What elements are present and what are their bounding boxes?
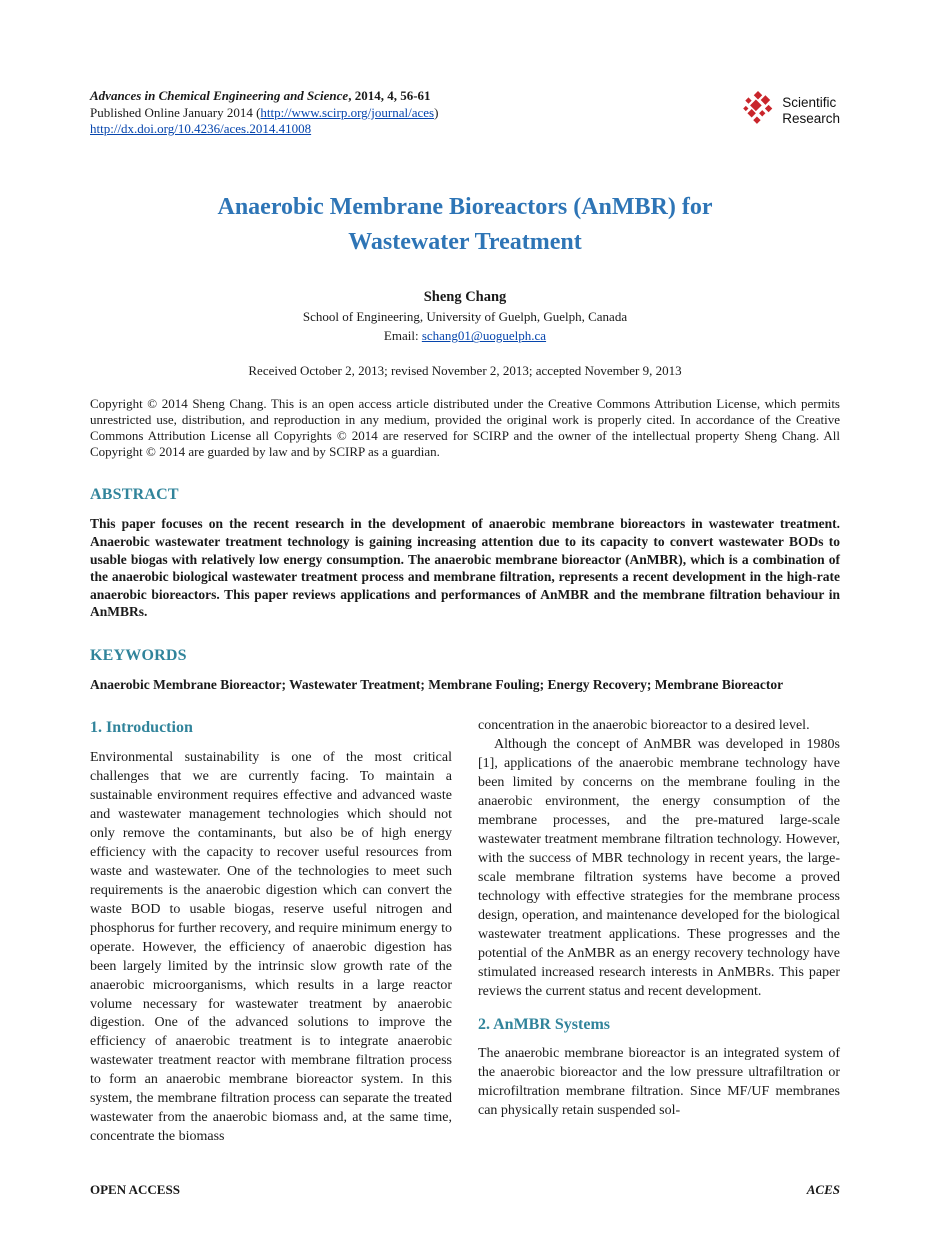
anmbr-systems-paragraph: The anaerobic membrane bioreactor is an integrated system of the anaerobic bioreactor and the low pressure ultrafiltration or microfiltration membrane filtration. Since MF/UF membranes can physically retain suspended sol- (478, 1046, 840, 1119)
keywords-text: Anaerobic Membrane Bioreactor; Wastewater Treatment; Membrane Fouling; Energy Recovery; Membrane Bioreactor (90, 676, 784, 692)
author-email-link[interactable]: schang01@uoguelph.ca (421, 328, 547, 344)
author-email-line (90, 328, 840, 344)
copyright-notice: Copyright © 2014 Sheng Chang. This is an open access article distributed under the Creative Commons Attribution License, which permits unrestricted use, distribution, and reproduction in any medium, provided the original work is properly cited. In accordance of the Creative Commons Attribution License all Copyrights © 2014 are reserved for SCIRP and the owner of the intellectual property Sheng Chang. All Copyright © 2014 are guarded by law and by SCIRP as a guardian. (90, 396, 840, 460)
introduction-heading: 1. Introduction (90, 719, 193, 737)
publisher-logo (740, 90, 840, 131)
doi-link[interactable]: http://dx.doi.org/10.4236/aces.2014.41008 (90, 121, 312, 137)
abstract-text: This paper focuses on the recent research in the development of anaerobic membrane bioreactors in wastewater treatment. Anaerobic wastewater treatment technology is gaining increasing attention due to its capacity to convert wastewater BODs to usable biogas with relatively low energy consumption. The anaerobic membrane bioreactor (AnMBR), which is a combination of the anaerobic biological wastewater treatment process and membrane filtration, represents a recent development in the high-rate anaerobic bioreactors. This paper reviews applications and performances of AnMBR and the membrane filtration behaviour in AnMBRs. (90, 516, 840, 620)
doi-line (90, 121, 438, 138)
anmbr-systems-heading: 2. AnMBR Systems (478, 1015, 611, 1033)
journal-abbreviation: ACES (806, 1182, 840, 1197)
open-access-label: OPEN ACCESS (90, 1182, 180, 1197)
introduction-paragraph: Environmental sustainability is one of the most critical challenges that we are currently facing. To maintain a sustainable environment requires effective and advanced waste and wastewater management technologies which should not only remove the contaminants, but also be of high energy efficiency with the capacity to recover useful resources from waste and wastewater. One of the technologies to meet such requirements is the anaerobic digestion which can convert the waste BOD to usable biogas, reserve useful nitrogen and phosphorus for further recovery, and require minimum energy to operate. However, the efficiency of anaerobic digestion has been largely limited by the intrinsic slow growth rate of the anaerobic microorganisms, which results in a large reactor volume necessary for wastewater treatment by anaerobic digestion. One of the advanced solutions to improve the efficiency of anaerobic treatment is to integrate anaerobic wastewater treatment reactor with membrane filtration process to form an anaerobic membrane bioreactor system. In this system, the membrane filtration process can separate the treated wastewater from the anaerobic biomass and, at the same time, concentrate the biomass (90, 749, 452, 1145)
article-title: Anaerobic Membrane Bioreactors (AnMBR) for Wastewater Treatment (217, 193, 713, 255)
journal-name: Advances in Chemical Engineering and Science (90, 88, 349, 103)
published-online-line (90, 105, 438, 122)
right-column (478, 717, 840, 1147)
abstract-heading: ABSTRACT (90, 486, 179, 504)
anmbr-history-paragraph: Although the concept of AnMBR was developed in 1980s [1], applications of the anaerobic membrane technology have been limited by concerns on the membrane fouling in the anaerobic environment, the energy consumption of the membrane processes, and the pre-matured large-scale wastewater treatment membrane filtration technology. However, with the success of MBR technology in recent years, the large-scale membrane filtration systems have become a proved technology with effective strategies for the membrane process design, operation, and maintenance developed for the biological wastewater treatment applications. These progresses and the potential of the AnMBR as an energy recovery technology have stimulated increased research interests in AnMBRs. This paper reviews the current status and recent development. (478, 737, 840, 999)
published-suffix: ) (434, 104, 439, 120)
journal-url-link[interactable]: http://www.scirp.org/journal/aces (260, 104, 435, 120)
citation-block (90, 88, 438, 138)
published-prefix: Published Online January 2014 ( (90, 104, 261, 120)
email-label: Email: (383, 328, 422, 344)
page-footer (90, 1182, 840, 1198)
publisher-name-line1: Scientific (782, 95, 837, 111)
journal-issue-info: , 2014, 4, 56-61 (348, 88, 431, 103)
keywords-heading: KEYWORDS (90, 646, 187, 664)
journal-citation-line (90, 88, 438, 105)
scirp-diamonds-icon (740, 90, 776, 131)
page-header (90, 88, 840, 138)
author-name: Sheng Chang (423, 289, 507, 306)
continuation-paragraph: concentration in the anaerobic bioreactor to a desired level. (478, 718, 810, 734)
publisher-name (782, 95, 840, 125)
author-affiliation: School of Engineering, University of Guelph, Guelph, Canada (302, 309, 628, 325)
publisher-name-line2: Research (782, 110, 840, 126)
left-column (90, 717, 452, 1147)
body-columns (90, 717, 840, 1147)
received-revised-accepted: Received October 2, 2013; revised November 2, 2013; accepted November 9, 2013 (248, 363, 682, 379)
